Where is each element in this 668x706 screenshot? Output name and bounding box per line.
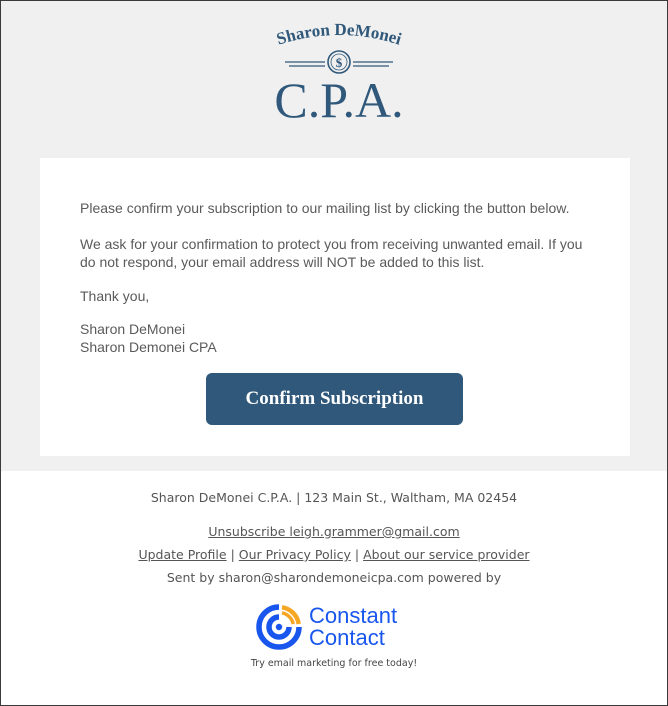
signature-company: Sharon Demonei CPA [80,339,217,355]
signature-name: Sharon DeMonei [80,321,186,337]
footer-address: Sharon DeMonei C.P.A. | 123 Main St., Waltham, MA 02454 [150,490,518,505]
confirm-subscription-button[interactable]: Confirm Subscription [206,373,463,425]
constant-contact-logo[interactable] [255,602,425,652]
unsubscribe-row [1,524,667,539]
link-separator: | [230,547,235,562]
svg-text:Sharon DeMonei [274,23,404,49]
confirm-instruction-text: Please confirm your subscription to our mailing list by clicking the button below. [80,200,570,216]
logo-title-text: C.P.A. [274,72,404,123]
privacy-policy-link[interactable]: Our Privacy Policy [238,547,351,562]
signature [80,320,600,356]
message-card [40,158,630,456]
cc-tagline[interactable]: Try email marketing for free today! [250,658,418,669]
link-separator: | [354,547,360,562]
cpa-logo [259,23,419,123]
constant-contact-logo-icon [255,603,303,651]
unsubscribe-link[interactable]: Unsubscribe leigh.grammer@gmail.com [208,524,460,539]
thank-you-text: Thank you, [80,288,150,304]
cc-logo-word-2: Contact [309,625,385,650]
cc-logo-word-1: Constant [309,603,398,628]
coin-symbol: $ [335,55,343,70]
dollar-coin-icon [328,51,350,73]
confirmation-explanation-text: We ask for your confirmation to protect you from receiving unwanted email. If you do not respond, your email address will NOT be added to this list. [80,236,583,270]
footer-links [1,547,667,562]
footer [1,471,667,705]
header-background [1,1,667,471]
service-provider-link[interactable]: About our service provider [363,547,530,562]
update-profile-link[interactable]: Update Profile [138,547,227,562]
sent-by-text: Sent by sharon@sharondemoneicpa.com powered by [166,570,502,585]
logo-name-text: Sharon DeMonei [274,23,404,49]
